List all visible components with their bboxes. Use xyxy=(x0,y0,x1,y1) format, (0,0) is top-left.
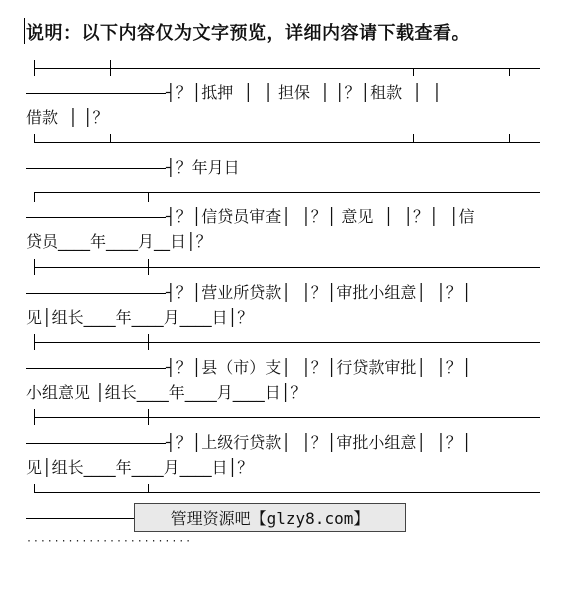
table-border-tick xyxy=(413,68,414,76)
table-border-tick xyxy=(110,60,111,76)
table-border-tick xyxy=(34,259,35,275)
table-border-separator xyxy=(34,142,540,143)
table-row-date: ┤？年月日 xyxy=(166,158,240,177)
table-border-left-stub xyxy=(26,443,166,444)
table-border-left-stub xyxy=(26,368,166,369)
table-border-left-stub xyxy=(26,168,166,169)
table-border-tick xyxy=(413,134,414,142)
table-border-separator xyxy=(34,342,540,343)
table-row-branch-approval-date: 见│组长____年____月____日│？ xyxy=(26,308,254,327)
table-row-loan-officer-review: ┤？│信贷员审查│ │？│ 意见 │ │？│ │信 xyxy=(166,207,475,226)
table-border-bottom xyxy=(34,492,540,493)
table-border-tick xyxy=(34,134,35,142)
table-border-tick xyxy=(148,409,149,425)
table-row-loan-label: 借款 │ │？ xyxy=(26,108,109,127)
table-border-tick xyxy=(148,259,149,275)
table-border-tick xyxy=(34,484,35,492)
table-border-tick xyxy=(148,484,149,492)
table-border-left-stub xyxy=(26,93,166,94)
table-border-tick xyxy=(148,334,149,350)
table-border-tick xyxy=(509,68,510,76)
table-border-tick xyxy=(34,60,35,76)
table-border-separator xyxy=(34,192,540,193)
table-border-left-stub xyxy=(26,293,166,294)
table-border-tick xyxy=(34,409,35,425)
table-border-left-stub xyxy=(26,518,136,519)
text-cursor xyxy=(24,18,25,44)
table-row-county-approval-date: 小组意见 │组长____年____月____日│？ xyxy=(26,383,307,402)
table-border-tick xyxy=(148,192,149,202)
table-border-tick xyxy=(110,134,111,142)
preview-notice: 说明：以下内容仅为文字预览，详细内容请下载查看。 xyxy=(26,23,470,44)
table-border-tick xyxy=(34,334,35,350)
site-watermark-link[interactable]: 管理资源吧【glzy8.com】 xyxy=(134,503,406,532)
table-row-superior-approval-date: 见│组长____年____月____日│？ xyxy=(26,458,254,477)
table-border-tick xyxy=(34,192,35,202)
table-row-branch-approval: ┤？│营业所贷款│ │？│审批小组意│ │？│ xyxy=(166,283,472,302)
table-border-left-stub xyxy=(26,217,166,218)
table-row-mortgage-guarantee: ┤？│抵押 │ │ 担保 │ │？│租款 │ │ xyxy=(166,83,442,102)
table-row-superior-approval: ┤？│上级行贷款│ │？│审批小组意│ │？│ xyxy=(166,433,472,452)
table-border-tick xyxy=(509,134,510,142)
dotted-separator: ························ xyxy=(26,536,193,547)
table-row-loan-officer-date: 贷员____年____月__日│？ xyxy=(26,232,212,251)
table-border-separator xyxy=(34,417,540,418)
table-border-separator xyxy=(34,267,540,268)
table-row-county-approval: ┤？│县（市）支│ │？│行贷款审批│ │？│ xyxy=(166,358,472,377)
